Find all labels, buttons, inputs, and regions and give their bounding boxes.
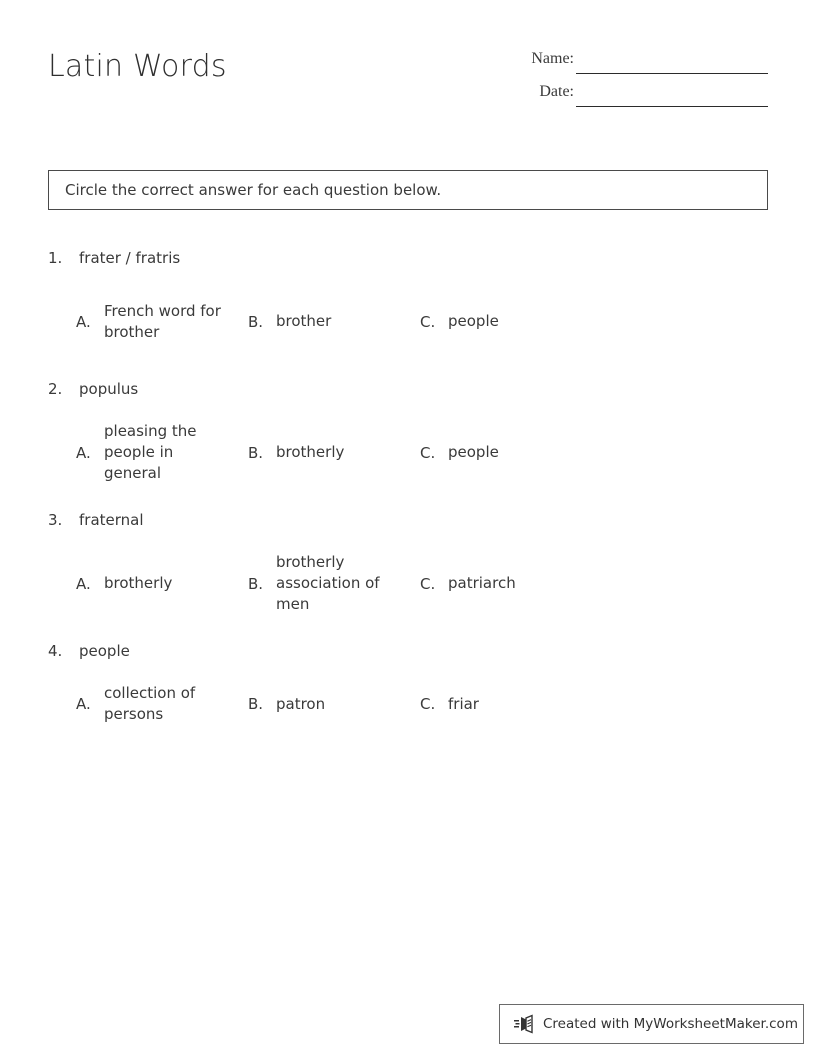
instruction-text: Circle the correct answer for each question below. (65, 181, 442, 199)
option-text: brotherly (276, 443, 345, 461)
instruction-box (48, 170, 768, 210)
question-head (48, 248, 768, 274)
name-row (518, 48, 768, 81)
question-prompt: frater / fratris (79, 249, 181, 267)
option-letter: A. (76, 695, 91, 713)
question-prompt: populus (79, 380, 139, 398)
name-date-block (518, 48, 768, 114)
option-letter: C. (420, 312, 436, 331)
option-text: friar (448, 694, 479, 713)
date-label: Date: (539, 83, 574, 100)
option-text: people (448, 312, 499, 330)
question-item (48, 248, 768, 355)
option-row (48, 288, 768, 355)
answer-option[interactable] (420, 288, 600, 355)
footer-badge-text: Created with MyWorksheetMaker.com (543, 1015, 798, 1032)
option-letter: B. (248, 443, 264, 462)
option-letter: A. (76, 574, 91, 593)
option-text: patron (276, 694, 326, 713)
option-row (48, 550, 768, 617)
question-head (48, 510, 768, 536)
option-letter: A. (76, 312, 91, 331)
option-letter: B. (248, 312, 264, 331)
option-text: patriarch (448, 574, 516, 592)
answer-option[interactable] (76, 288, 248, 355)
option-row (48, 419, 768, 486)
answer-option[interactable] (420, 419, 600, 486)
option-letter: B. (248, 574, 264, 593)
date-input-line[interactable] (576, 106, 768, 107)
option-text: brotherly association of men (276, 553, 380, 613)
option-text: pleasing the people in general (104, 422, 197, 482)
option-text: collection of persons (104, 684, 196, 723)
option-text: French word for brother (104, 301, 221, 341)
option-letter: C. (420, 443, 436, 462)
option-text: people (448, 443, 499, 461)
question-number: 2. (48, 380, 63, 398)
answer-option[interactable] (248, 288, 420, 355)
answer-option[interactable] (76, 681, 248, 727)
answer-option[interactable] (76, 419, 248, 486)
worksheet-header (48, 44, 768, 134)
question-number: 4. (48, 642, 63, 660)
question-head (48, 379, 768, 405)
footer-badge[interactable] (499, 1004, 804, 1044)
answer-option[interactable] (248, 681, 420, 727)
option-letter: B. (248, 695, 264, 713)
option-text: brotherly (104, 574, 173, 592)
option-row (48, 681, 768, 727)
question-item (48, 379, 768, 486)
question-prompt: people (79, 642, 130, 660)
option-text: brother (276, 312, 332, 330)
question-list (48, 248, 768, 751)
question-item (48, 641, 768, 727)
question-item (48, 510, 768, 617)
option-letter: C. (420, 695, 436, 713)
question-number: 3. (48, 511, 63, 529)
page-title: Latin Words (48, 49, 227, 84)
answer-option[interactable] (76, 550, 248, 617)
option-letter: C. (420, 574, 436, 593)
question-prompt: fraternal (79, 511, 144, 529)
option-letter: A. (76, 443, 91, 462)
name-input-line[interactable] (576, 73, 768, 74)
answer-option[interactable] (248, 419, 420, 486)
worksheet-maker-logo-icon (513, 1012, 537, 1036)
name-label: Name: (531, 50, 574, 67)
answer-option[interactable] (420, 550, 600, 617)
question-head (48, 641, 768, 667)
answer-option[interactable] (420, 681, 600, 727)
date-row (518, 81, 768, 114)
question-number: 1. (48, 249, 63, 267)
answer-option[interactable] (248, 550, 420, 617)
